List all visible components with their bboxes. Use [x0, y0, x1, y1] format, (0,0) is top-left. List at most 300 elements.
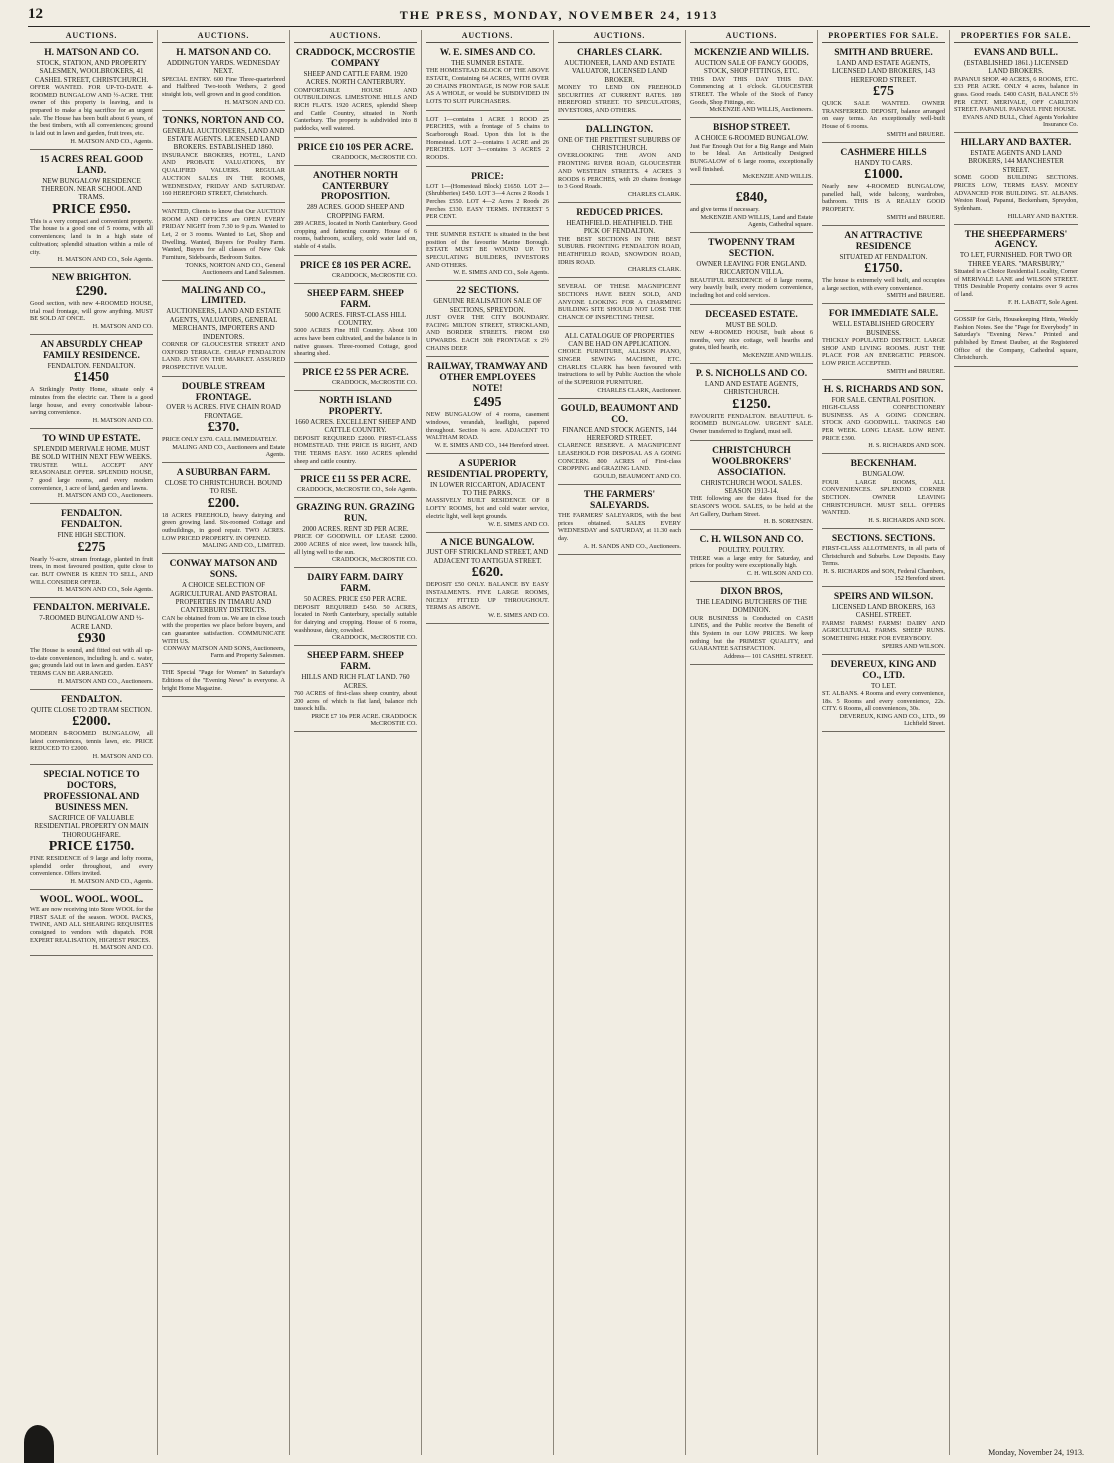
ad-signature: DEVEREUX, KING AND CO., LTD., 99 Lichfield Street.: [839, 713, 945, 727]
ad-signature: A. H. SANDS AND CO., Auctioneers.: [583, 542, 681, 550]
ad-price: PRICE £1750.: [48, 838, 135, 854]
advertisement: [30, 270, 153, 335]
ad-subheading: SACRIFICE OF VALUABLE RESIDENTIAL PROPERTY ON MAIN THOROUGHFARE.: [34, 813, 149, 839]
ad-subheading: ADDINGTON YARDS. WEDNESDAY NEXT.: [166, 58, 281, 76]
advertisement: [822, 45, 945, 143]
advertisement: [294, 286, 417, 363]
ad-body: WANTED, Clients to know that Our AUCTION ROOM AND OFFICES are OPEN EVERY FRIDAY NIGHT from 7.30 to 9 p.m. Wanted to Let, 2 or 3 rooms. Wanted to Let, Shop and Dwelling. Wanted, Buyers for Poultry Farm. Wanted, Buyers for all classes of New Oak Furniture, Sideboards, Bedroom Suites.: [162, 207, 285, 261]
ad-price: £1250.: [732, 396, 771, 412]
ad-subheading: 7-ROOMED BUNGALOW AND ½-ACRE LAND.: [39, 614, 144, 631]
ad-headline: TO WIND UP ESTATE.: [42, 434, 141, 445]
ad-body: 18 ACRES FREEHOLD, heavy dairying and green growing land. Six-roomed Cottage and outbuildings, in good repair. TWO ACRES. LOW PRICED PROPERTY. IN OPENED.: [162, 511, 285, 542]
ad-headline: ANOTHER NORTH CANTERBURY PROPOSITION.: [313, 170, 398, 203]
ad-signature: H. MATSON AND CO.: [224, 98, 285, 106]
ad-signature: MALING AND CO., LIMITED.: [202, 542, 285, 550]
ad-body: PAPANUI SHOP. 40 ACRES, 6 ROOMS, ETC. £33 PER ACRE. ONLY 4 acres, balance in grass. Good roads. £400 CASH, BALANCE 5½ PER CENT. MERIVALE, OFF CARLTON STREET. PAPANUI. PAPANUI. FINE HOUSE.: [954, 75, 1078, 114]
ad-signature: SMITH and BRUERE.: [886, 130, 945, 138]
advertisement: [294, 472, 417, 498]
ad-headline: A NICE BUNGALOW.: [440, 537, 535, 548]
ad-body: THERE was a large entry for Saturday, and prices for poultry were exceptionally high.: [690, 554, 813, 570]
ad-signature: McKENZIE AND WILLIS.: [742, 173, 813, 181]
column-header: AUCTIONS.: [426, 30, 549, 43]
ad-headline: FENDALTON. MERIVALE.: [33, 603, 150, 614]
advertisement: [954, 45, 1078, 133]
ad-signature: McKENZIE AND WILLIS, Auctioneers.: [709, 106, 813, 114]
advertisement: [30, 431, 153, 504]
advertisement: [162, 113, 285, 203]
ad-signature: W. E. SIMES AND CO.: [488, 520, 549, 528]
ad-subheading: LAND AND ESTATE AGENTS, CHRISTCHURCH.: [704, 379, 799, 397]
ad-subheading: 1660 ACRES. EXCELLENT SHEEP AND CATTLE COUNTRY.: [294, 417, 417, 435]
ad-headline: THE FARMERS' SALEYARDS.: [583, 490, 656, 511]
ad-headline: SHEEP FARM. SHEEP FARM.: [307, 651, 404, 673]
ad-body: HIGH-CLASS CONFECTIONERY BUSINESS. AS A GOING CONCERN. STOCK AND GOODWILL. TAKINGS £40 PER WEEK. LONG LEASE. LOW RENT. PRICE £390.: [822, 404, 945, 442]
ad-subheading: ONE OF THE PRETTIEST SUBURBS OF CHRISTCHURCH.: [558, 135, 681, 153]
ad-price: £2000.: [72, 714, 111, 730]
ad-body: ST. ALBANS. 4 Rooms and every convenience, 18s. 5 Rooms and every convenience, 22s. CITY. 6 Rooms, all conveniences, 30s.: [822, 689, 945, 713]
ad-price: £290.: [75, 284, 108, 300]
ad-headline: A SUBURBAN FARM.: [176, 467, 271, 478]
ad-signature: HILLARY AND BAXTER.: [1007, 212, 1078, 220]
ad-headline: P. S. NICHOLLS AND CO.: [695, 369, 808, 380]
ad-body: Situated in a Choice Residential Locality, Corner of MERIVALE LANE and WILSON STREET. THIS Desirable Property contains over 9 acres of land.: [954, 268, 1078, 299]
ad-headline: PRICE £10 10S PER ACRE.: [297, 142, 414, 153]
ad-subheading: 2000 ACRES. RENT 3D PER ACRE.: [302, 525, 409, 534]
advertisement: [426, 169, 549, 226]
ad-body: Good section, with new 4-ROOMED HOUSE, trial road frontage, will grow anything. MUST BE SOLD AT ONCE.: [30, 300, 153, 323]
ad-headline: H. MATSON AND CO.: [44, 48, 139, 58]
advertisement: [30, 692, 153, 765]
column-8: [950, 30, 1082, 1455]
advertisement: [822, 456, 945, 529]
ad-headline: W. E. SIMES AND CO.: [439, 48, 536, 58]
ad-subheading: AUCTION SALE OF FANCY GOODS, STOCK, SHOP FITTINGS, ETC.: [694, 58, 809, 76]
ad-body: THE SUMNER ESTATE is situated in the best position of the favourite Marine Borough. ESTATE MUST BE WOUND UP. TO SPECULATING BUILDERS, INVESTORS AND OTHERS.: [426, 230, 549, 269]
ad-subheading: OVER ½ ACRES. FIVE CHAIN ROAD FRONTAGE.: [166, 403, 281, 420]
ad-subheading: BUNGALOW.: [862, 470, 905, 479]
advertisement: [294, 45, 417, 138]
ad-headline: 22 SECTIONS.: [456, 286, 519, 297]
advertisement: [426, 456, 549, 533]
ad-signature: GOULD, BEAUMONT AND CO.: [593, 473, 681, 481]
ad-subheading: FINANCE AND STOCK AGENTS, 144 HEREFORD STREET.: [562, 425, 677, 442]
ad-price: PRICE £950.: [52, 201, 131, 217]
advertisement: [558, 205, 681, 278]
ad-signature: H. S. RICHARDS AND SON.: [868, 442, 945, 450]
ad-headline: RAILWAY, TRAMWAY AND OTHER EMPLOYEES NOTE!: [427, 362, 548, 395]
advertisement: [162, 45, 285, 111]
ad-headline: H. S. RICHARDS AND SON.: [823, 384, 944, 395]
ad-signature: H. B. SORENSEN.: [763, 518, 813, 526]
ad-subheading: JUST OFF STRICKLAND STREET, AND ADJACENT TO ANTIGUA STREET.: [426, 548, 549, 565]
ad-signature: CONWAY MATSON AND SONS, Auctioneers, Farm and Property Salesmen.: [163, 645, 285, 660]
ad-subheading: THE LEADING BUTCHERS OF THE DOMINION.: [696, 597, 807, 615]
ad-body: SPECIAL ENTRY. 600 Fine Three-quarterbred and Halfbred Two-tooth Wethers, 2 good straight lots, well grown and in good condition.: [162, 75, 285, 99]
ad-signature: CRADDOCK, McCROSTIE CO.: [331, 271, 417, 279]
ad-headline: DEVEREUX, KING AND CO., LTD.: [830, 659, 937, 681]
advertisement: [822, 145, 945, 226]
ad-body: FARMS! FARMS! FARMS! DAIRY AND AGRICULTURAL FARMS. SHEEP RUNS. SOMETHING HERE FOR EVERYBODY.: [822, 619, 945, 643]
ad-signature: CRADDOCK, McCROSTIE CO., Sole Agents.: [297, 486, 417, 494]
ad-subheading: TO LET, FURNISHED. FOR TWO OR THREE YEARS. "MARSBURY,": [959, 251, 1073, 268]
advertisement: [690, 584, 813, 665]
ad-headline: H. MATSON AND CO.: [176, 48, 271, 58]
ad-headline: WOOL. WOOL. WOOL.: [39, 894, 144, 905]
ad-body: SEVERAL OF THESE MAGNIFICENT SECTIONS HAVE BEEN SOLD, AND ANYONE LOOKING FOR A CHARMING BUILDING SITE SHOULD NOT LOSE THE CHANCE OF INSPECTING THESE.: [558, 283, 681, 321]
ad-signature: SMITH and BRUERE.: [886, 292, 945, 300]
ad-price: £620.: [471, 565, 504, 581]
ad-subheading: 50 ACRES. PRICE £50 PER ACRE.: [304, 595, 407, 604]
advertisement: [690, 532, 813, 582]
ad-signature: CRADDOCK, McCROSTIE CO.: [331, 378, 417, 386]
advertisement: [30, 152, 153, 268]
ad-subheading: LICENSED LAND BROKERS, 163 CASHEL STREET.: [831, 602, 936, 620]
ad-subheading: SHEEP AND CATTLE FARM. 1920 ACRES. NORTH CANTERBURY.: [303, 69, 408, 87]
column-header: PROPERTIES FOR SALE.: [822, 30, 945, 43]
advertisement: [162, 379, 285, 463]
ad-body: FOUR LARGE ROOMS, ALL CONVENIENCES. SPLENDID CORNER SECTION. OWNER LEAVING CHRISTCHURCH. MUST SELL. OFFERS WANTED.: [822, 478, 945, 517]
ad-subheading: TO LET.: [870, 681, 896, 690]
ad-signature: Address— 101 CASHEL STREET.: [723, 653, 813, 661]
ad-subheading: FOR SALE. CENTRAL POSITION.: [831, 395, 936, 404]
ad-signature: H. MATSON AND CO.: [92, 944, 153, 952]
ad-price: £930: [77, 631, 106, 647]
ad-subheading: GENUINE REALISATION SALE OF SECTIONS, SPREYDON.: [433, 297, 542, 314]
ad-body: THIS DAY THIS DAY THIS DAY. Commencing at 1 o'clock. GLOUCESTER STREET. The Whole of the Stock of Fancy Goods, Shop Fittings, etc.: [690, 75, 813, 106]
ad-headline: SPECIAL NOTICE TO DOCTORS, PROFESSIONAL AND BUSINESS MEN.: [43, 770, 140, 813]
masthead: [28, 6, 1090, 27]
advertisement: [30, 337, 153, 429]
ad-body: CHOICE FURNITURE, ALLISON PIANO, SINGER SEWING MACHINE, ETC. CHARLES CLARK has been favoured with instructions to sell by Public Auction the whole of the SUPERIOR FURNITURE.: [558, 348, 681, 387]
columns-container: [26, 30, 1090, 1455]
ad-headline: SPEIRS AND WILSON.: [833, 592, 934, 603]
ad-body: The house is extremely well built, and occupies a large section, with every convenience.: [822, 277, 945, 292]
ad-headline: A SUPERIOR RESIDENTIAL PROPERTY,: [427, 458, 548, 480]
ad-body: Nearly new 4-ROOMED BUNGALOW, panelled hall, wide balcony, wardrobes, bathroom. THIS IS A REALLY GOOD PROPERTY.: [822, 183, 945, 214]
ad-body: and give terms if necessary.: [690, 206, 760, 214]
ad-body: THE Special "Page for Women" in Saturday's Editions of the "Evening News" is everyone. A bright Home Magazine.: [162, 669, 285, 692]
ad-body: 760 ACRES of first-class sheep country, about 200 acres of which is flat land, balance rich tussock hills.: [294, 690, 417, 713]
advertisement: [294, 140, 417, 166]
ad-body: LOT 1—contains 1 ACRE 1 ROOD 25 PERCHES, with a frontage of 5 chains to Scarborough Road. Upon this lot is the Homestead. LOT 2—contains 1 ACRE and 26 PERCHES. LOT 3—contains 3 ACRES 2 ROODS.: [426, 115, 549, 162]
ad-subheading: MUST BE SOLD.: [725, 320, 778, 329]
advertisement: [294, 168, 417, 256]
ad-price: £370.: [207, 420, 240, 436]
ad-signature: SPEIRS AND WILSON.: [881, 642, 945, 650]
advertisement: [558, 280, 681, 326]
advertisement: [426, 283, 549, 357]
ad-signature: H. MATSON AND CO., Sole Agents.: [57, 256, 153, 264]
ad-headline: GOULD, BEAUMONT AND CO.: [560, 403, 679, 425]
ad-body: LOT 1—(Homestead Block) £1650. LOT 2—(Shrubberies) £450. LOT 3—4 Acres 2 Roods 1 Perches £550. LOT 4—2 Acres 2 Roods 26 Perches £330. EASY TERMS. INTEREST 5 PER CENT.: [426, 182, 549, 221]
ad-price: £75: [873, 84, 894, 100]
column-7: [818, 30, 950, 1455]
ad-price: £1000.: [864, 167, 903, 183]
advertisement: [30, 45, 153, 150]
ad-subheading: THE SUMNER ESTATE.: [451, 58, 524, 67]
ad-subheading: QUITE CLOSE TO 2D TRAM SECTION.: [31, 705, 152, 714]
ad-headline: DAIRY FARM. DAIRY FARM.: [307, 573, 404, 595]
ad-headline: CHARLES CLARK.: [577, 48, 662, 58]
ad-body: Nearly ½-acre, stream frontage, planted in fruit trees, in most favoured position, quite close to car. BUT OWNER IS KEEN TO SELL, AND WILL CONSIDER OFFER.: [30, 555, 153, 586]
column-6: [686, 30, 818, 1455]
ad-headline: TWOPENNY TRAM SECTION.: [708, 238, 795, 259]
advertisement: [954, 227, 1078, 311]
ad-headline: PRICE £11 5S PER ACRE.: [300, 475, 411, 486]
ad-subheading: FENDALTON. FENDALTON.: [47, 361, 136, 370]
column-2: [158, 30, 290, 1455]
ad-price: £495: [473, 395, 502, 411]
ad-body: FINE RESIDENCE of 9 large and lofty rooms, splendid order throughout, and every convenience. Offers invited.: [30, 854, 153, 878]
advertisement: [162, 205, 285, 281]
ad-headline: FENDALTON. FENDALTON.: [61, 509, 122, 531]
ad-subheading: GENERAL AUCTIONEERS, LAND AND ESTATE AGENTS. LICENSED LAND BROKERS. ESTABLISHED 1860.: [162, 126, 285, 152]
advertisement: [30, 892, 153, 956]
ad-headline: TONKS, NORTON AND CO.: [163, 115, 284, 126]
advertisement: [30, 506, 153, 598]
advertisement: [162, 465, 285, 554]
ad-signature: H. MATSON AND CO., Sole Agents.: [57, 586, 153, 594]
ad-signature: H. MATSON AND CO., Auctioneers.: [57, 492, 153, 500]
column-header: AUCTIONS.: [162, 30, 285, 43]
ad-signature: H. MATSON AND CO.: [92, 417, 153, 425]
ad-signature: CHARLES CLARK, Auctioneer.: [597, 386, 681, 394]
ad-body: Just Far Enough Out for a Big Range and Main to be Ideal. An Artistically Designed BUNGALOW of 6 large rooms, exceptionally well finished.: [690, 142, 813, 173]
ad-body: CAN be obtained from us. We are in close touch with the properties we place before buyers, and can guarantee satisfaction. COMMUNICATE WITH US.: [162, 614, 285, 645]
column-header: PROPERTIES FOR SALE.: [954, 30, 1078, 43]
column-3: [290, 30, 422, 1455]
ad-headline: THE SHEEPFARMERS' AGENCY.: [964, 229, 1068, 251]
advertisement: [294, 365, 417, 391]
ad-headline: SMITH AND BRUERE.: [834, 48, 933, 58]
ad-body: NEW BUNGALOW of 4 rooms, casement windows, verandah, leadlight, papered throughout. Section ¼ acre. ADJACENT TO WALTHAM ROAD.: [426, 411, 549, 442]
ad-body: A Strikingly Pretty Home, situate only 4 minutes from the electric car. There is a good large house, and every conceivable labour-saving convenience.: [30, 386, 153, 417]
ad-headline: PRICE £8 10S PER ACRE.: [299, 260, 412, 271]
ad-signature: McKENZIE AND WILLIS, Land and Estate Agents, Cathedral square.: [700, 214, 813, 229]
ad-body: SOME GOOD BUILDING SECTIONS. PRICES LOW, TERMS EASY. MONEY ADVANCED FOR BUILDING. ST. ALBANS. Weston Road, Papanui, Beckenham, Spreydon, Sydenham.: [954, 174, 1078, 212]
ad-subheading: ESTATE AGENTS AND LAND BROKERS, 144 MANCHESTER STREET.: [968, 148, 1064, 174]
ad-headline: BECKENHAM.: [850, 459, 917, 470]
ad-body: PRICE OF GOODWILL OF LEASE £2000. 2000 ACRES of nice sweet, low tussock hills, all lying well to the sun.: [294, 533, 417, 556]
advertisement: [162, 283, 285, 377]
ad-headline: BISHOP STREET.: [713, 123, 790, 134]
ad-subheading: HILLS AND RICH FLAT LAND. 760 ACRES.: [301, 673, 410, 690]
ad-subheading: CHRISTCHURCH WOOL SALES. SEASON 1913-14.: [700, 478, 803, 495]
advertisement: [294, 500, 417, 568]
column-header: AUCTIONS.: [30, 30, 153, 43]
ad-signature: EVANS AND BULL, Chief Agents Yorkshire Insurance Co.: [962, 114, 1078, 129]
ad-headline: GRAZING RUN. GRAZING RUN.: [296, 503, 415, 525]
ad-signature: SMITH and BRUERE.: [886, 213, 945, 221]
ad-subheading: 289 ACRES. GOOD SHEEP AND CROPPING FARM.: [306, 203, 405, 220]
ad-body: WE are now receiving into Store WOOL for the FIRST SALE of the season. WOOL PACKS, TWINE, AND ALL SHEARING REQUISITES consigned to vendors with dispatch. FOR EXPERT REALISATION, HIGHEST PRICES.: [30, 905, 153, 944]
column-header: AUCTIONS.: [690, 30, 813, 43]
advertisement: [690, 45, 813, 118]
ad-subheading: A CHOICE SELECTION OF AGRICULTURAL AND PASTORAL PROPERTIES IN TIMARU AND CANTERBURY DISTRICTS.: [169, 581, 278, 615]
ad-body: MONEY TO LEND ON FREEHOLD SECURITIES AT CURRENT RATES. 189 HEREFORD STREET. TO SPECULATORS, INVESTORS, AND OTHERS.: [558, 84, 681, 115]
ad-headline: DALLINGTON.: [585, 124, 654, 135]
ad-body: QUICK SALE WANTED. OWNER TRANSFERRED. DEPOSIT, balance arranged on easy terms. An exceptionally well-built House of 6 rooms.: [822, 100, 945, 131]
advertisement: [822, 657, 945, 732]
advertisement: [690, 187, 813, 233]
ad-headline: FOR IMMEDIATE SALE.: [828, 309, 939, 320]
ad-body: FIRST-CLASS ALLOTMENTS, in all parts of Christchurch and Suburbs. Low Deposits. Easy Terms.: [822, 545, 945, 568]
ad-body: TRUSTEE WILL ACCEPT ANY REASONABLE OFFER. SPLENDID HOUSE, 7 good large rooms, and every modern convenience, 1 acre of land, garden and lawns.: [30, 461, 153, 492]
ad-headline: AN ABSURDLY CHEAP FAMILY RESIDENCE.: [40, 340, 143, 362]
ad-body: JUST OVER THE CITY BOUNDARY. FACING MILTON STREET, STRICKLAND, AND BORDER STREETS. FROM £60 UPWARDS. EACH 30ft FRONTAGE x 2½ CHAINS DEEP.: [426, 314, 549, 352]
ad-body: DEPOSIT £50 ONLY. BALANCE BY EASY INSTALMENTS. FIVE LARGE ROOMS, NICELY FITTED UP THROUGHOUT. TERMS AS ABOVE.: [426, 581, 549, 612]
ad-signature: W. E. SIMES AND CO.: [488, 611, 549, 619]
advertisement: [426, 113, 549, 167]
ad-body: BEAUTIFUL RESIDENCE of 8 large rooms, very heavily built, every modern convenience, including hot and cold services.: [690, 276, 813, 300]
advertisement: [690, 443, 813, 531]
column-header: AUCTIONS.: [558, 30, 681, 43]
ad-headline: SECTIONS. SECTIONS.: [831, 534, 936, 545]
ad-price: £275: [77, 539, 106, 555]
advertisement: [426, 535, 549, 624]
ad-headline: PRICE £2 5S PER ACRE.: [302, 368, 409, 379]
ad-subheading: NEW BUNGALOW RESIDENCE THEREON. NEAR SCHOOL AND TRAMS.: [40, 176, 143, 202]
advertisement: [558, 401, 681, 485]
ad-body: 289 ACRES, located in North Canterbury. Good cropping and fattening country. House of 6 rooms, bathroom, scullery, cold water laid on, stable of 4 stalls.: [294, 220, 417, 251]
ad-subheading: IN LOWER RICCARTON, ADJACENT TO THE PARKS.: [430, 480, 545, 498]
ad-body: THE HOMESTEAD BLOCK OF THE ABOVE ESTATE, Containing 64 ACRES, WITH OVER 20 CHAINS FRONTAGE, IS NOW FOR SALE AS A WHOLE, or would be SUBDIVIDED IN LOTS TO SUIT PURCHASERS.: [426, 67, 549, 105]
ad-body: This is a very compact and convenient property. The house is a good one of 5 rooms, with all conveniences; land is in a high state of cultivation; splendid situation within a mile of city.: [30, 217, 153, 256]
ad-headline: CHRISTCHURCH WOOLBROKERS' ASSOCIATION.: [711, 445, 792, 478]
advertisement: [426, 45, 549, 111]
ad-signature: CRADDOCK, McCROSTIE CO.: [331, 153, 417, 161]
ad-price: £200.: [207, 495, 240, 511]
advertisement: [558, 329, 681, 399]
advertisement: [954, 135, 1078, 224]
ad-headline: MCKENZIE AND WILLIS.: [694, 48, 809, 58]
ad-body: MASSIVELY BUILT RESIDENCE OF 8 LOFTY ROOMS, hot and cold water service, electric light, well kept grounds.: [426, 497, 549, 520]
ad-headline: AN ATTRACTIVE RESIDENCE: [844, 230, 923, 252]
advertisement: [294, 648, 417, 732]
ad-subheading: SITUATED AT FENDALTON.: [839, 252, 928, 261]
ad-subheading: ALL CATALOGUE OF PROPERTIES CAN BE HAD ON APPLICATION.: [564, 331, 675, 348]
ad-body: CORNER OF GLOUCESTER STREET AND OXFORD TERRACE. CHEAP FENDALTON LAND. JUST ON THE MARKET. ASSURED PROSPECTIVE VALUE.: [162, 340, 285, 371]
ad-headline: C. H. WILSON AND CO.: [699, 535, 804, 546]
ad-body: PRICE ONLY £370. CALL IMMEDIATELY.: [162, 436, 277, 444]
advertisement: [690, 235, 813, 305]
ad-body: GOSSIP for Girls, Housekeeping Hints, Weekly Fashion Notes. See the "Page for Everybody" in Saturday's "Evening News." Printed and published by Ernest Dauber, at the Registered Office of the Company, Cathedral square, Christchurch.: [954, 315, 1078, 362]
advertisement: [294, 258, 417, 284]
ad-subheading: HEATHFIELD. HEATHFIELD. THE PICK OF FENDALTON.: [566, 218, 673, 236]
ad-subheading: LAND AND ESTATE AGENTS, LICENSED LAND BROKERS, 143 HEREFORD STREET.: [831, 58, 936, 84]
advertisement: [822, 382, 945, 455]
ad-subheading: SPLENDID MERIVALE HOME. MUST BE SOLD WITHIN NEXT FEW WEEKS.: [31, 444, 152, 462]
ad-signature: McKENZIE AND WILLIS.: [742, 352, 813, 360]
ink-stain: [24, 1425, 54, 1463]
ad-signature: H. MATSON AND CO.: [92, 753, 153, 761]
ad-headline: PRICE:: [471, 171, 504, 182]
ad-headline: REDUCED PRICES.: [576, 207, 663, 218]
advertisement: [690, 366, 813, 441]
ad-body: INSURANCE BROKERS, HOTEL, LAND AND PROBATE VALUATIONS, BY QUALIFIED VALUERS. REGULAR AUCTION SALES IN THE ROOMS, WEDNESDAY, FRIDAY AND SATURDAY. 160 HEREFORD STREET, Christchurch.: [162, 151, 285, 198]
ad-signature: PRICE £7 10s PER ACRE. CRADDOCK McCROSTIE CO.: [311, 713, 417, 728]
ad-signature: CHARLES CLARK.: [627, 190, 681, 198]
ad-body: NEW 4-ROOMED HOUSE, built about 6 months, very nice cottage, well hearths and grates, tiled hearth, etc.: [690, 329, 813, 352]
ad-subheading: 5000 ACRES. FIRST-CLASS HILL COUNTRY.: [304, 310, 407, 327]
ad-price: £840,: [735, 190, 768, 206]
advertisement: [162, 556, 285, 664]
ad-headline: MALING AND CO., LIMITED.: [181, 285, 266, 307]
advertisement: [558, 45, 681, 120]
ad-signature: W. E. SIMES AND CO., Sole Agents.: [453, 269, 549, 277]
ad-subheading: POULTRY. POULTRY.: [718, 546, 785, 555]
ad-body: CLARENCE RESERVE. A MAGNIFICENT LEASEHOLD FOR DISPOSAL AS A GOING CONCERN. 800 ACRES of First-class CROPPING and GRAZING LAND.: [558, 442, 681, 473]
advertisement: [822, 531, 945, 587]
ad-price: £1750.: [864, 261, 903, 277]
ad-headline: NEW BRIGHTON.: [51, 273, 132, 284]
ad-headline: FENDALTON.: [61, 694, 122, 705]
ad-body: THE following are the dates fixed for the SEASON'S WOOL SALES, to be held at the Art Gallery, Durham Street.: [690, 495, 813, 518]
date-line: Monday, November 24, 1913.: [988, 1448, 1084, 1457]
ad-signature: H. MATSON AND CO., Agents.: [70, 137, 153, 145]
ad-signature: H. S. RICHARDS AND SON.: [868, 517, 945, 525]
advertisement: [690, 307, 813, 364]
advertisement: [30, 600, 153, 689]
advertisement: [558, 122, 681, 203]
ad-body: COMFORTABLE HOUSE AND OUTBUILDINGS. LIMESTONE HILLS AND RICH FLATS. 1920 ACRES, splendid Sheep and Cattle Country, situated in North Canterbury. The property is subdivided into 8 paddocks, well watered.: [294, 86, 417, 132]
ad-headline: SHEEP FARM. SHEEP FARM.: [307, 288, 404, 310]
ad-signature: H. S. RICHARDS and SON, Federal Chambers, 152 Hereford street.: [823, 568, 945, 583]
ad-body: DEPOSIT REQUIRED £2000. FIRST-CLASS HOMESTEAD. THE PRICE IS RIGHT, AND THE TERMS EASY. 1660 ACRES splendid sheep and cattle country.: [294, 434, 417, 465]
ad-headline: DIXON BROS,: [720, 586, 783, 597]
ad-signature: SMITH and BRUERE.: [886, 367, 945, 375]
page-number: 12: [28, 6, 43, 22]
ad-signature: H. MATSON AND CO.: [92, 323, 153, 331]
ad-body: OUR BUSINESS is Conducted on CASH LINES, and the Public receive the Benefit of this System in our LOW PRICES. We keep nothing but the PRIMEST QUALITY, and GUARANTEE SATISFACTION.: [690, 614, 813, 653]
column-1: [26, 30, 158, 1455]
ad-signature: CRADDOCK, McCROSTIE CO.: [331, 556, 417, 564]
ad-headline: 15 ACRES REAL GOOD LAND.: [39, 154, 144, 176]
ad-body: 5000 ACRES Fine Hill Country. About 100 acres have been cultivated, and the balance is in native grasses. Three-roomed Cottage, good shearing shed.: [294, 327, 417, 358]
advertisement: [294, 393, 417, 470]
ad-body: OVERLOOKING THE AVON AND FRONTING RIVER ROAD, GLOUCESTER AND WESTERN STREETS. 4 ACRES 3 ROODS 6 PERCHES, with 20 chains frontage to 3 Good Roads.: [558, 152, 681, 191]
ad-signature: H. MATSON AND CO., Auctioneers.: [57, 677, 153, 685]
column-header: AUCTIONS.: [294, 30, 417, 43]
column-5: [554, 30, 686, 1455]
ad-subheading: CLOSE TO CHRISTCHURCH. BOUND TO RISE.: [164, 478, 283, 496]
advertisement: [162, 666, 285, 697]
ad-signature: H. MATSON AND CO., Agents.: [70, 877, 153, 885]
ad-subheading: OWNER LEAVING FOR ENGLAND. RICCARTON VILLA.: [696, 259, 807, 277]
ad-subheading: A CHOICE 6-ROOMED BUNGALOW.: [694, 134, 809, 143]
ad-body: THICKLY POPULATED DISTRICT. LARGE SHOP AND LIVING ROOMS. JUST THE PLACE FOR AN ENERGETIC PERSON. LOW PRICE ACCEPTED.: [822, 337, 945, 368]
ad-headline: CASHMERE HILLS: [840, 147, 927, 158]
ad-signature: C. H. WILSON AND CO.: [746, 569, 813, 577]
advertisement: [294, 570, 417, 646]
ad-signature: CRADDOCK, McCROSTIE CO.: [331, 634, 417, 642]
column-4: [422, 30, 554, 1455]
ad-signature: TONKS, NORTON AND CO., General Auctioneers and Land Salesmen.: [185, 261, 285, 276]
advertisement: [426, 359, 549, 453]
advertisement: [426, 228, 549, 281]
ad-subheading: (ESTABLISHED 1861.) LICENSED LAND BROKERS.: [963, 58, 1069, 76]
ad-subheading: HANDY TO CARS.: [854, 158, 913, 167]
ad-body: FAVOURITE FENDALTON. BEAUTIFUL 6-ROOMED BUNGALOW. URGENT SALE. Owner transferred to England, must sell.: [690, 412, 813, 436]
advertisement: [954, 313, 1078, 367]
advertisement: [822, 306, 945, 379]
ad-body: OFFER WANTED. FOR UP-TO-DATE 4-ROOMED BUNGALOW AND ½-ACRE. THE owner of this property is leaving, and is prepared to make a big sacrifice for an urgent sale. The House has been built about 6 years, of the best timbers, with all conveniences; ground is laid out in lawn and garden, fruit trees, etc.: [30, 84, 153, 138]
advertisement: [30, 767, 153, 890]
ad-subheading: AUCTIONEERS, LAND AND ESTATE AGENTS, VALUATORS, GENERAL MERCHANTS, IMPORTERS AND INDENTORS.: [166, 307, 281, 341]
ad-headline: CRADDOCK, MCCROSTIE COMPANY: [295, 48, 416, 69]
advertisement: [558, 487, 681, 555]
ad-headline: NORTH ISLAND PROPERTY.: [319, 395, 392, 417]
